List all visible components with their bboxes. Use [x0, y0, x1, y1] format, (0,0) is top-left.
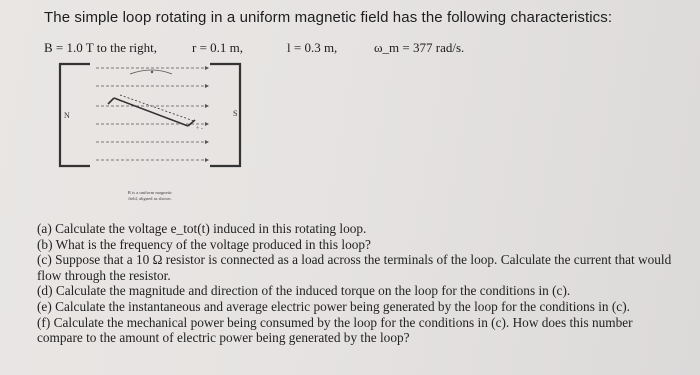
north-pole-label: N [64, 111, 70, 120]
question-f: (f) Calculate the mechanical power being consumed by the loop for the conditions in (c). How does this number compare to the amount of electric power being generated by the loop? [37, 314, 633, 346]
param-l: l = 0.3 m, [287, 40, 338, 55]
param-r: r = 0.1 m, [192, 40, 244, 55]
param-b: B = 1.0 T to the right, [44, 40, 158, 55]
question-c: (c) Suppose that a 10 Ω resistor is connected as a load across the terminals of the loop. Calculate the current that would flow through the resistor. [37, 252, 672, 283]
field-arrowheads [205, 66, 209, 162]
south-pole-label: S [233, 109, 238, 118]
terminal-marks: + - [196, 126, 203, 132]
question-list [37, 221, 677, 346]
rotating-loop-diagram [50, 58, 250, 208]
param-omega: ω_m = 377 rad/s. [374, 40, 465, 55]
rotation-marker [151, 71, 153, 73]
figure-caption-line1: B is a uniform magnetic [127, 190, 173, 195]
question-e: (e) Calculate the instantaneous and average electric power being generated by the loop for the conditions in (c). [37, 298, 630, 314]
loop-conductor [108, 95, 195, 126]
figure-caption-line2: field, aligned as shown. [128, 196, 172, 201]
problem-heading: The simple loop rotating in a uniform magnetic field has the following characteristics: [44, 9, 613, 26]
question-b: (b) What is the frequency of the voltage produced in this loop? [37, 236, 371, 252]
question-d: (d) Calculate the magnitude and direction of the induced torque on the loop for the conditions in (c). [37, 283, 571, 299]
field-lines [96, 68, 205, 160]
question-a: (a) Calculate the voltage e_tot(t) induced in this rotating loop. [37, 221, 367, 236]
